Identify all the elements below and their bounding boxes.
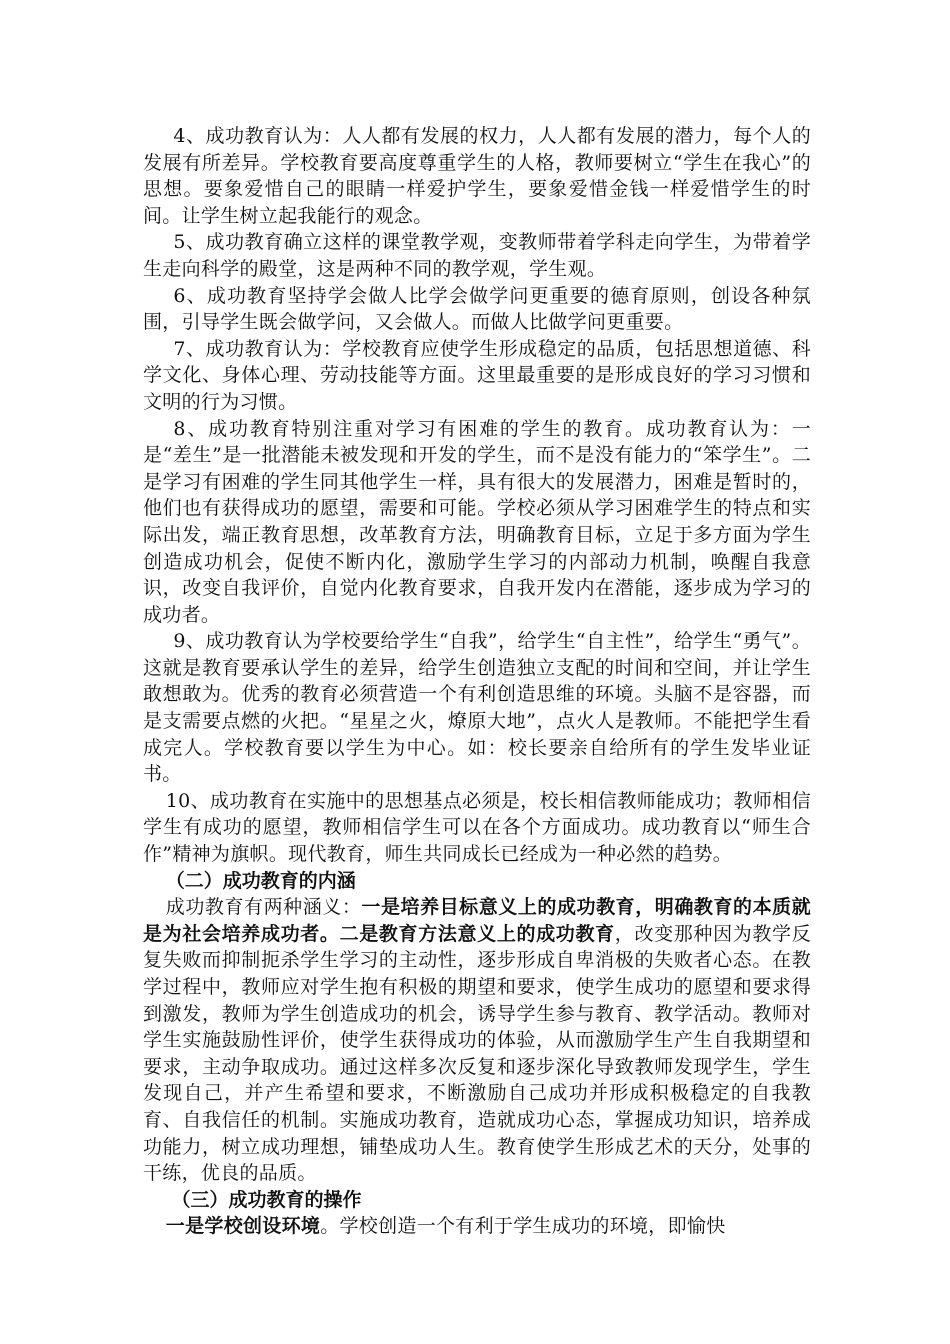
paragraph-operation: [143, 1213, 811, 1240]
paragraph-6: 6、成功教育坚持学会做人比学会做学问更重要的德育原则，创设各种氛围，引导学生既会做学问，又会做人。而做人比做学问更重要。: [143, 284, 811, 334]
paragraph-5: 5、成功教育确立这样的课堂教学观，变教师带着学科走向学生，为带着学生走向科学的殿堂，这是两种不同的教学观，学生观。: [143, 231, 811, 280]
paragraph-4: 4、成功教育认为：人人都有发展的权力，人人都有发展的潜力，每个人的发展有所差异。学校教育要高度尊重学生的人格，教师要树立“学生在我心”的思想。要象爱惜自己的眼睛一样爱护学生，要象爱惜金钱一样爱惜学生的时间。让学生树立起我能行的观念。: [143, 125, 811, 227]
operation-rest: 。学校创造一个有利于学生成功的环境，即愉快: [320, 1215, 726, 1238]
connotation-rest: ，改变那种因为教学反复失败而抑制扼杀学生学习的主动性，逐步形成自卑消极的失败者心态。在教学过程中，教师应对学生抱有积极的期望和要求，使学生成功的愿望和要求得到激发，教师为学生创造成功的机会，诱导学生参与教育、教学活动。教师对学生实施鼓励性评价，使学生获得成功的体验，从而激励学生产生自我期望和要求，主动争取成功。通过这样多次反复和逐步深化导致教师发现学生，学生发现自己，并产生希望和要求，不断激励自己成功并形成积极稳定的自我教育、自我信任的机制。实施成功教育，造就成功心态，掌握成功知识，培养成功能力，树立成功理想，铺垫成功人生。教育使学生形成艺术的天分，处事的干练，优良的品质。: [143, 922, 811, 1185]
connotation-bold: 一是培养目标意义上的成功教育，明确教育的本质就是为社会培养成功者。二是教育方法意义上的成功教育: [143, 896, 811, 945]
section-heading-operation: （三）成功教育的操作: [171, 1188, 362, 1211]
connotation-lead: 成功教育有两种涵义：: [165, 896, 362, 919]
document-page: [143, 123, 811, 1240]
paragraph-connotation: [143, 894, 811, 1187]
paragraph-9: 9、成功教育认为学校要给学生“自我”，给学生“自主性”，给学生“勇气”。这就是教育要承认学生的差异，给学生创造独立支配的时间和空间，并让学生敢想敢为。优秀的教育必须营造一个有利创造思维的环境。头脑不是容器，而是支需要点燃的火把。“星星之火，燎原大地”，点火人是教师。不能把学生看成完人。学校教育要以学生为中心。如：校长要亲自给所有的学生发毕业证书。: [143, 630, 811, 786]
section-heading-connotation: （二）成功教育的内涵: [165, 869, 356, 892]
paragraph-8: 8、成功教育特别注重对学习有困难的学生的教育。成功教育认为：一是“差生”是一批潜能未被发现和开发的学生，而不是没有能力的“笨学生”。二是学习有困难的学生同其他学生一样，具有很大的发展潜力，困难是暂时的，他们也有获得成功的愿望，需要和可能。学校必须从学习困难学生的特点和实际出发，端正教育思想，改革教育方法，明确教育目标，立足于多方面为学生创造成功机会，促使不断内化，激励学生学习的内部动力机制，唤醒自我意识，改变自我评价，自觉内化教育要求，自我开发内在潜能，逐步成为学习的成功者。: [143, 417, 811, 626]
paragraph-7: 7、成功教育认为：学校教育应使学生形成稳定的品质，包括思想道德、科学文化、身体心理、劳动技能等方面。这里最重要的是形成良好的学习习惯和文明的行为习惯。: [143, 337, 811, 413]
operation-bold: 一是学校创设环境: [165, 1215, 321, 1238]
paragraph-10: 10、成功教育在实施中的思想基点必须是，校长相信教师能成功；教师相信学生有成功的愿望，教师相信学生可以在各个方面成功。成功教育以“师生合作”精神为旗帜。现代教育，师生共同成长已经成为一种必然的趋势。: [143, 789, 811, 866]
